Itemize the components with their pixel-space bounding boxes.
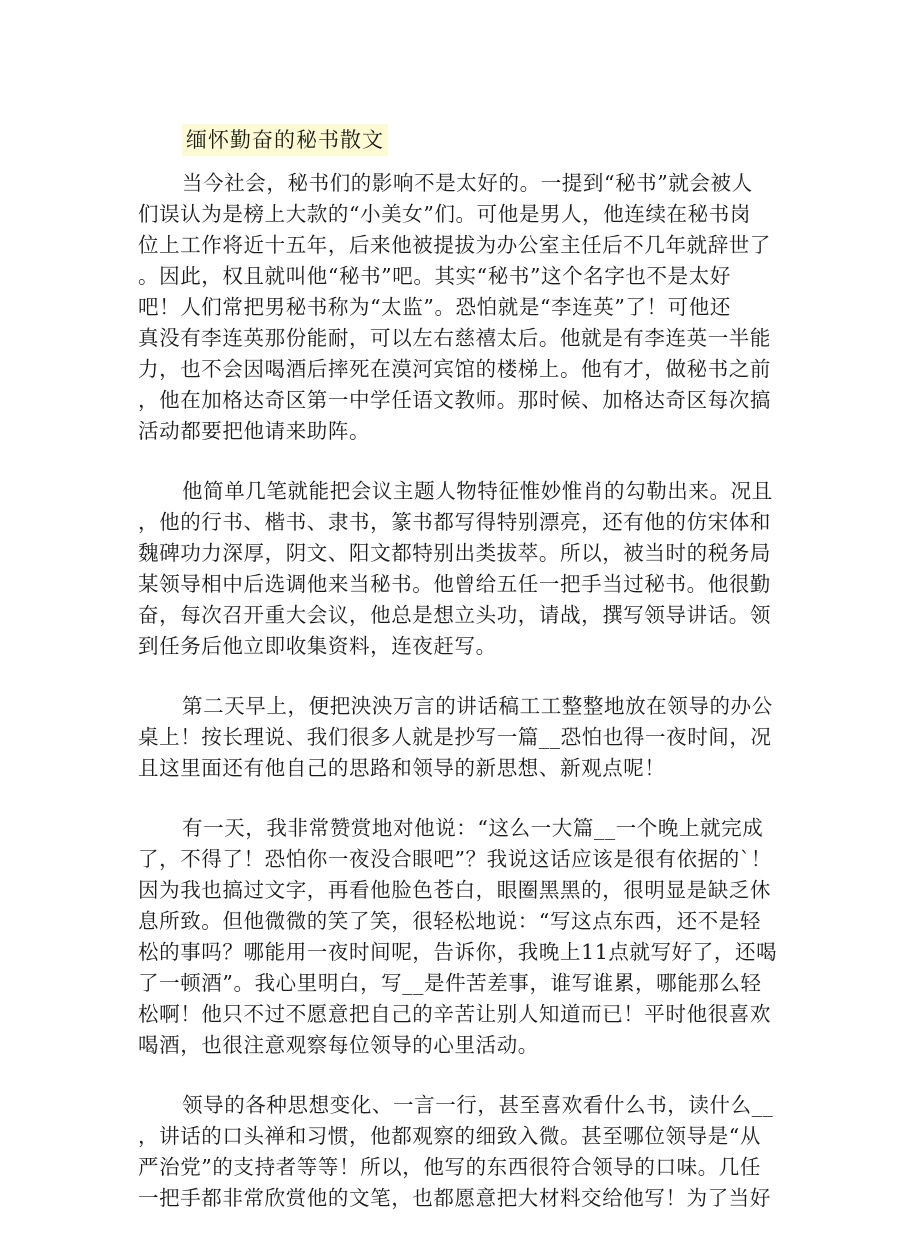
text-line: 位上工作将近十五年，后来他被提拔为办公室主任后不几年就辞世了 <box>138 233 771 257</box>
text-line: 活动都要把他请来助阵。 <box>138 419 371 443</box>
text-line: 第二天早上，便把泱泱万言的讲话稿工工整整地放在领导的办公 <box>182 694 773 718</box>
text-line: 严治党”的支持者等等！所以，他写的东西很符合领导的口味。几任 <box>138 1155 761 1179</box>
document-title: 缅怀勤奋的秘书散文 <box>182 124 388 156</box>
text-line: 。因此，权且就叫他“秘书”吧。其实“秘书”这个名字也不是太好 <box>138 264 731 288</box>
text-line: 一把手都非常欣赏他的文笔，也都愿意把大材料交给他写！为了当好 <box>138 1186 771 1210</box>
text-line: 了一顿酒”。我心里明白，写__是件苦差事，谁写谁累，哪能那么轻 <box>138 971 762 995</box>
text-line: 桌上！按长理说、我们很多人就是抄写一篇__恐怕也得一夜时间，况 <box>138 725 772 749</box>
text-line: 当今社会，秘书们的影响不是太好的。一提到“秘书”就会被人 <box>182 171 753 195</box>
text-line: 息所致。但他微微的笑了笑，很轻松地说：“写这点东西，还不是轻 <box>138 909 761 933</box>
text-line: 且这里面还有他自己的思路和领导的新思想、新观点呢！ <box>138 756 666 780</box>
text-line: 们误认为是榜上大款的“小美女”们。可他是男人，他连续在秘书岗 <box>138 202 751 226</box>
text-line: ，他的行书、楷书、隶书，篆书都写得特别漂亮，还有他的仿宋体和 <box>138 510 771 534</box>
text-line: ，他在加格达奇区第一中学任语文教师。那时候、加格达奇区每次搞 <box>138 388 771 412</box>
text-line: 领导的各种思想变化、一言一行，甚至喜欢看什么书，读什么__ <box>182 1093 774 1117</box>
paragraph <box>138 476 778 662</box>
text-line: 松啊！他只不过不愿意把自己的辛苦让别人知道而已！平时他很喜欢 <box>138 1002 771 1026</box>
text-line: 某领导相中后选调他来当秘书。他曾给五任一把手当过秘书。他很勤 <box>138 572 771 596</box>
text-line: 奋，每次召开重大会议，他总是想立头功，请战，撰写领导讲话。领 <box>138 603 771 627</box>
paragraph <box>138 168 778 447</box>
text-line: 因为我也搞过文字，再看他脸色苍白，眼圈黑黑的，很明显是缺乏休 <box>138 878 771 902</box>
paragraph <box>138 813 778 1061</box>
text-line: 他简单几笔就能把会议主题人物特征惟妙惟肖的勾勒出来。况且 <box>182 479 773 503</box>
paragraph <box>138 691 778 784</box>
paragraph <box>138 1090 778 1214</box>
document-body <box>138 168 778 1243</box>
text-line: 了，不得了！恐怕你一夜没合眼吧”？我说这话应该是很有依据的`！ <box>138 847 772 871</box>
text-line: 力，也不会因喝酒后摔死在漠河宾馆的楼梯上。他有才，做秘书之前 <box>138 357 771 381</box>
text-line: 吧！人们常把男秘书称为“太监”。恐怕就是“李连英”了！可他还 <box>138 295 731 319</box>
text-line: 有一天，我非常赞赏地对他说：“这么一大篇__一个晚上就完成 <box>182 816 764 840</box>
text-line: 魏碑功力深厚，阴文、阳文都特别出类拔萃。所以，被当时的税务局 <box>138 541 771 565</box>
text-line: 喝酒，也很注意观察每位领导的心里活动。 <box>138 1033 539 1057</box>
text-line: 到任务后他立即收集资料，连夜赶写。 <box>138 634 497 658</box>
text-line: 松的事吗？哪能用一夜时间呢，告诉你，我晚上11点就写好了，还喝 <box>138 940 778 964</box>
text-line: ，讲话的口头禅和习惯，他都观察的细致入微。甚至哪位领导是“从 <box>138 1124 761 1148</box>
text-line: 真没有李连英那份能耐，可以左右慈禧太后。他就是有李连英一半能 <box>138 326 771 350</box>
